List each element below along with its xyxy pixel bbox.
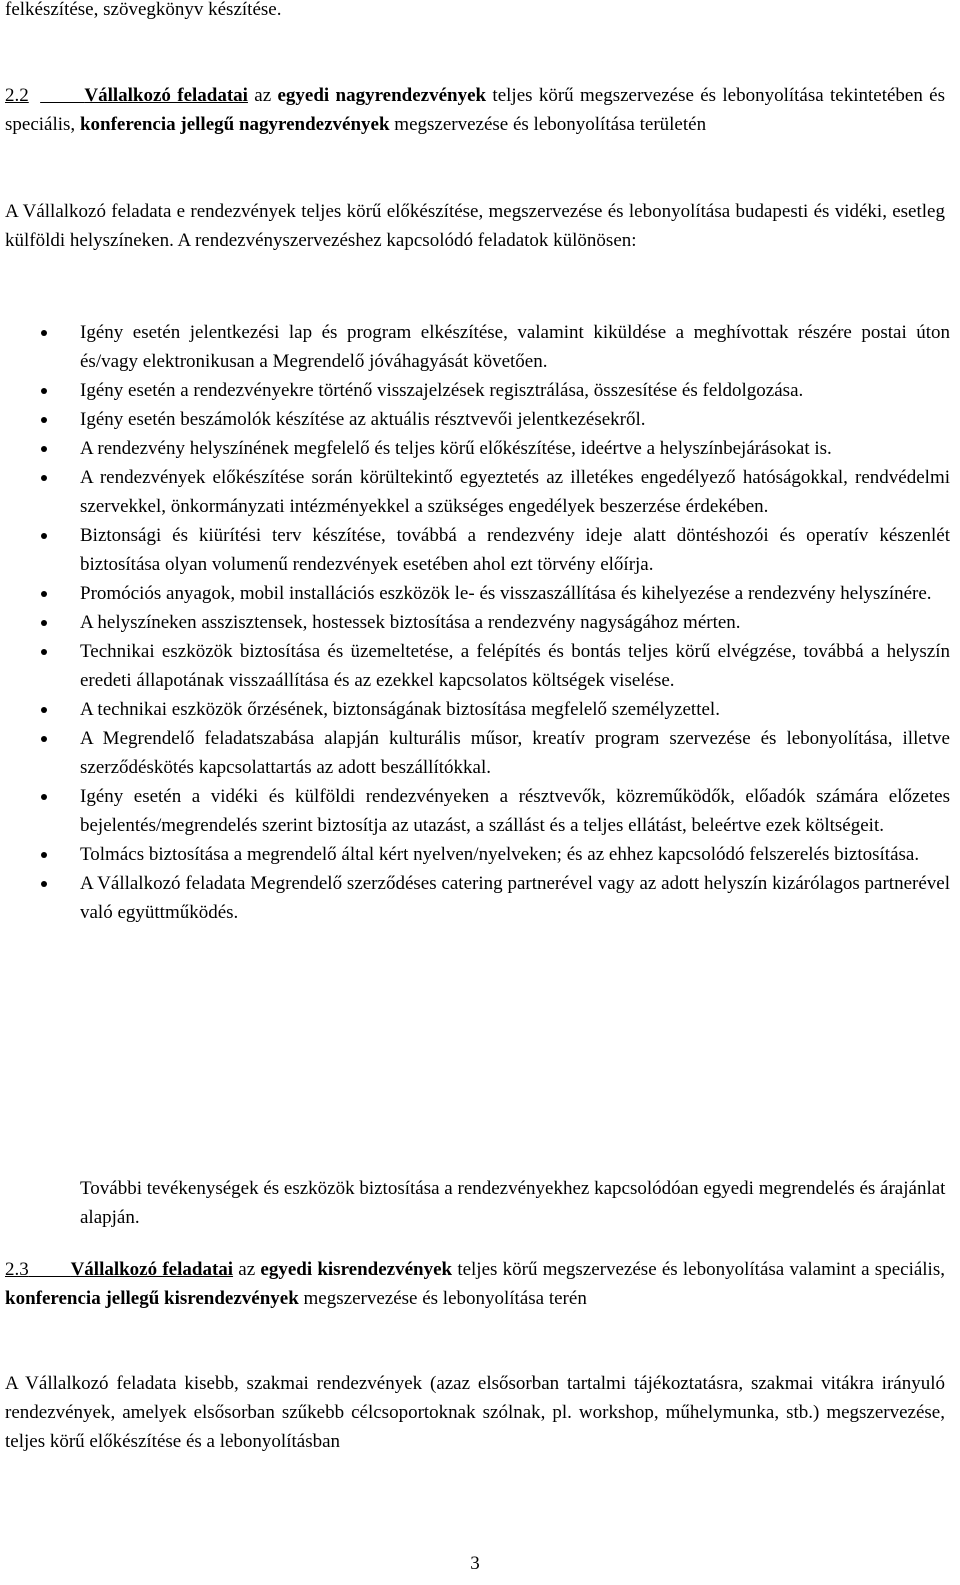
section-2-3-bold-2: konferencia jellegű kisrendezvények [5, 1287, 299, 1309]
list-item: Igény esetén beszámolók készítése az aktuális résztvevői jelentkezésekről. [0, 405, 950, 434]
bullet-icon [41, 794, 47, 800]
list-item: A Vállalkozó feladata Megrendelő szerződéses catering partnerével vagy az adott helyszín kizárólagos partnerével való együttműködés. [0, 869, 950, 927]
bullet-icon [41, 591, 47, 597]
section-2-3-bold-1: egyedi kisrendezvények [260, 1259, 453, 1280]
list-item: A rendezvények előkészítése során körültekintő egyeztetés az illetékes engedélyező hatóságokkal, rendvédelmi szervekkel, önkormányzati intézményekkel a szükséges engedélyek beszerzése érdekében. [0, 463, 950, 521]
top-line: felkészítése, szövegkönyv készítése. [5, 0, 282, 20]
bullet-icon [41, 736, 47, 742]
list-item: Igény esetén a rendezvényekre történő visszajelzések regisztrálása, összesítése és feldolgozása. [0, 376, 950, 405]
list-item: A technikai eszközök őrzésének, biztonságának biztosítása megfelelő személyzettel. [0, 695, 950, 724]
list-item: Promóciós anyagok, mobil installációs eszközök le- és visszaszállítása és kihelyezése a rendezvény helyszínére. [0, 579, 950, 608]
bullet-icon [41, 649, 47, 655]
section-2-3-lead: Vállalkozó feladatai [70, 1259, 234, 1280]
task-list [0, 318, 950, 927]
bullet-icon [41, 533, 47, 539]
continuation-text: További tevékenységek és eszközök biztosítása a rendezvényekhez kapcsolódóan egyedi megrendelés és árajánlat alapján. [80, 1178, 946, 1228]
bullet-icon [41, 446, 47, 452]
list-item: A helyszíneken asszisztensek, hostessek biztosítása a rendezvény nagyságához mérten. [0, 608, 950, 637]
bullet-icon [41, 388, 47, 394]
list-item: Igény esetén a vidéki és külföldi rendezvényeken a résztvevők, közreműködők, előadók számára előzetes bejelentés/megrendelés szerint biztosítja az utazást, a szállást és a teljes ellátást, beleértve ezek költségeit. [0, 782, 950, 840]
list-item: A Megrendelő feladatszabása alapján kulturális műsor, kreatív program szervezése és lebonyolítása, illetve szerződéskötés kapcsolattartás az adott beszállítókkal. [0, 724, 950, 782]
section-2-2-heading: 2.2 Vállalkozó feladatai az egyedi nagyrendezvények teljes körű megszervezése és lebonyolítása tekintetében és speciális, konferencia jellegű nagyrendezvények megszervezése és lebonyolítása területén [5, 85, 945, 135]
bullet-icon [41, 475, 47, 481]
list-item: Technikai eszközök biztosítása és üzemeltetése, a felépítés és bontás teljes körű elvégzése, továbbá a helyszín eredeti állapotának visszaállítása és az ezekkel kapcsolatos költségek viselése. [0, 637, 950, 695]
bullet-icon [41, 852, 47, 858]
list-item: Biztonsági és kiürítési terv készítése, továbbá a rendezvény ideje alatt döntéshozói és operatív készenlét biztosítása olyan volumenű rendezvények esetében ahol ezt törvény előírja. [0, 521, 950, 579]
bullet-icon [41, 620, 47, 626]
bullet-icon [41, 417, 47, 423]
list-item: Igény esetén jelentkezési lap és program elkészítése, valamint kiküldése a meghívottak részére postai úton és/vagy elektronikusan a Megrendelő jóváhagyását követően. [0, 318, 950, 376]
section-2-2-intro: A Vállalkozó feladata e rendezvények teljes körű előkészítése, megszervezése és lebonyolítása budapesti és vidéki, esetleg külföldi helyszíneken. A rendezvényszervezéshez kapcsolódó feladatok különösen: [5, 201, 945, 251]
section-2-3-intro: A Vállalkozó feladata kisebb, szakmai rendezvények (azaz elsősorban tartalmi tájékoztatásra, szakmai vitákra irányuló rendezvények, amelyek elsősorban szűkebb célcsoportoknak szólnak, pl. workshop, műhelymunka, stb.) megszervezése, teljes körű előkészítése és a lebonyolításban [5, 1373, 945, 1452]
section-2-2-bold-2: konferencia jellegű nagyrendezvények [79, 113, 390, 135]
section-2-2-bold-1: egyedi nagyrendezvények [277, 85, 487, 106]
section-2-2-number: 2.2 [5, 85, 29, 106]
section-2-3-heading: 2.3 Vállalkozó feladatai az egyedi kisrendezvények teljes körű megszervezése és lebonyolítása valamint a speciális, konferencia jellegű kisrendezvények megszervezése és lebonyolítása terén [5, 1259, 945, 1309]
section-2-3-number: 2.3 [5, 1259, 29, 1280]
bullet-icon [41, 330, 47, 336]
list-item: Tolmács biztosítása a megrendelő által kért nyelven/nyelveken; és az ehhez kapcsolódó felszerelés biztosítása. [0, 840, 950, 869]
section-2-2-lead: Vállalkozó feladatai [84, 85, 248, 106]
page-number: 3 [470, 1553, 480, 1574]
bullet-icon [41, 881, 47, 887]
bullet-icon [41, 707, 47, 713]
list-item: A rendezvény helyszínének megfelelő és teljes körű előkészítése, ideértve a helyszínbejárásokat is. [0, 434, 950, 463]
